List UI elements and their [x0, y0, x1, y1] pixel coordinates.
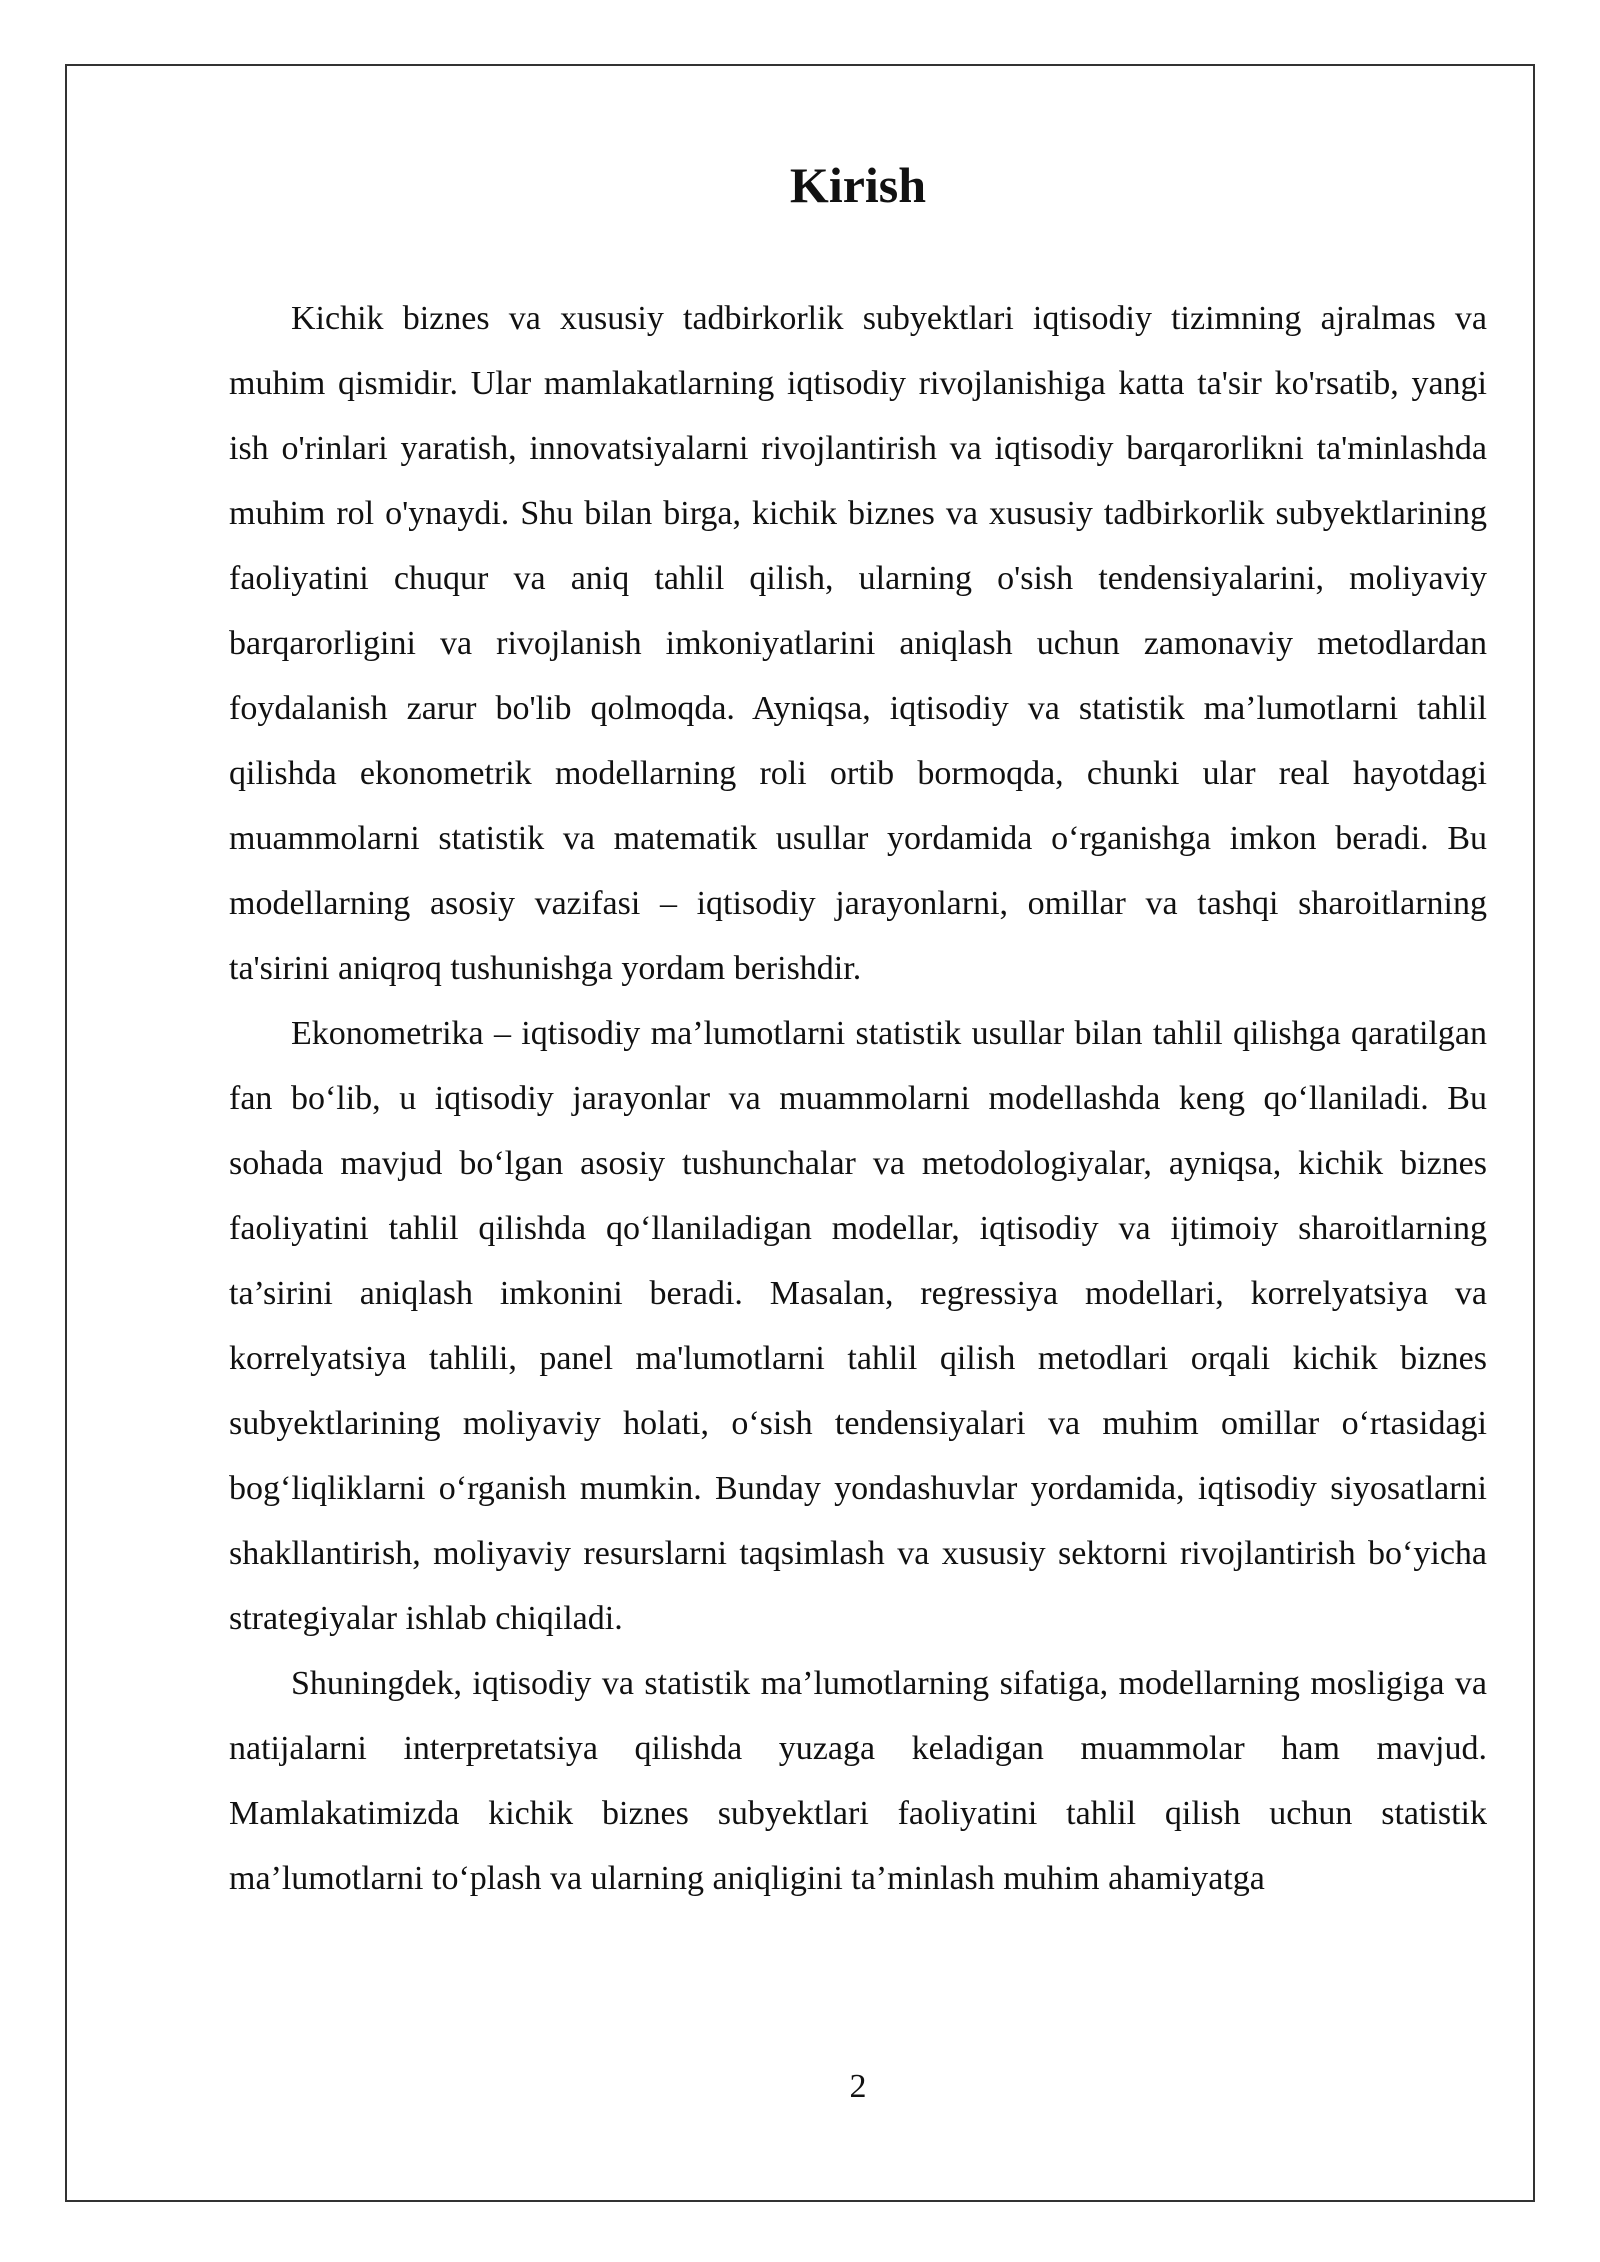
paragraph-2: Ekonometrika – iqtisodiy ma’lumotlarni statistik usullar bilan tahlil qilishga qaratilgan fan bo‘lib, u iqtisodiy jarayonlar va muammolarni modellashda keng qo‘llaniladi. Bu sohada mavjud bo‘lgan asosiy tushunchalar va metodologiyalar, ayniqsa, kichik biznes faoliyatini tahlil qilishda qo‘llaniladigan modellar, iqtisodiy va ijtimoiy sharoitlarning ta’sirini aniqlash imkonini beradi. Masalan, regressiya modellari, korrelyatsiya va korrelyatsiya tahlili, panel ma'lumotlarni tahlil qilish metodlari orqali kichik biznes subyektlarining moliyaviy holati, o‘sish tendensiyalari va muhim omillar o‘rtasidagi bog‘liqliklarni o‘rganish mumkin. Bunday yondashuvlar yordamida, iqtisodiy siyosatlarni shakllantirish, moliyaviy resurslarni taqsimlash va xususiy sektorni rivojlantirish bo‘yicha strategiyalar ishlab chiqiladi.	[229, 1015, 1487, 1637]
document-body	[229, 286, 1487, 1911]
paragraph-3: Shuningdek, iqtisodiy va statistik ma’lumotlarning sifatiga, modellarning mosligiga va natijalarni interpretatsiya qilishda yuzaga keladigan muammolar ham mavjud. Mamlakatimizda kichik biznes subyektlari faoliyatini tahlil qilish uchun statistik ma’lumotlarni to‘plash va ularning aniqligini ta’minlash muhim ahamiyatga	[229, 1665, 1487, 1897]
page-title: Kirish	[789, 157, 927, 213]
page-number: 2	[849, 2068, 867, 2105]
paragraph-1: Kichik biznes va xususiy tadbirkorlik subyektlari iqtisodiy tizimning ajralmas va muhim qismidir. Ular mamlakatlarning iqtisodiy rivojlanishiga katta ta'sir ko'rsatib, yangi ish o'rinlari yaratish, innovatsiyalarni rivojlantirish va iqtisodiy barqarorlikni ta'minlashda muhim rol o'ynaydi. Shu bilan birga, kichik biznes va xususiy tadbirkorlik subyektlarining faoliyatini chuqur va aniq tahlil qilish, ularning o'sish tendensiyalarini, moliyaviy barqarorligini va rivojlanish imkoniyatlarini aniqlash uchun zamonaviy metodlardan foydalanish zarur bo'lib qolmoqda. Ayniqsa, iqtisodiy va statistik ma’lumotlarni tahlil qilishda ekonometrik modellarning roli ortib bormoqda, chunki ular real hayotdagi muammolarni statistik va matematik usullar yordamida o‘rganishga imkon beradi. Bu modellarning asosiy vazifasi – iqtisodiy jarayonlarni, omillar va tashqi sharoitlarning ta'sirini aniqroq tushunishga yordam berishdir.	[229, 300, 1487, 987]
